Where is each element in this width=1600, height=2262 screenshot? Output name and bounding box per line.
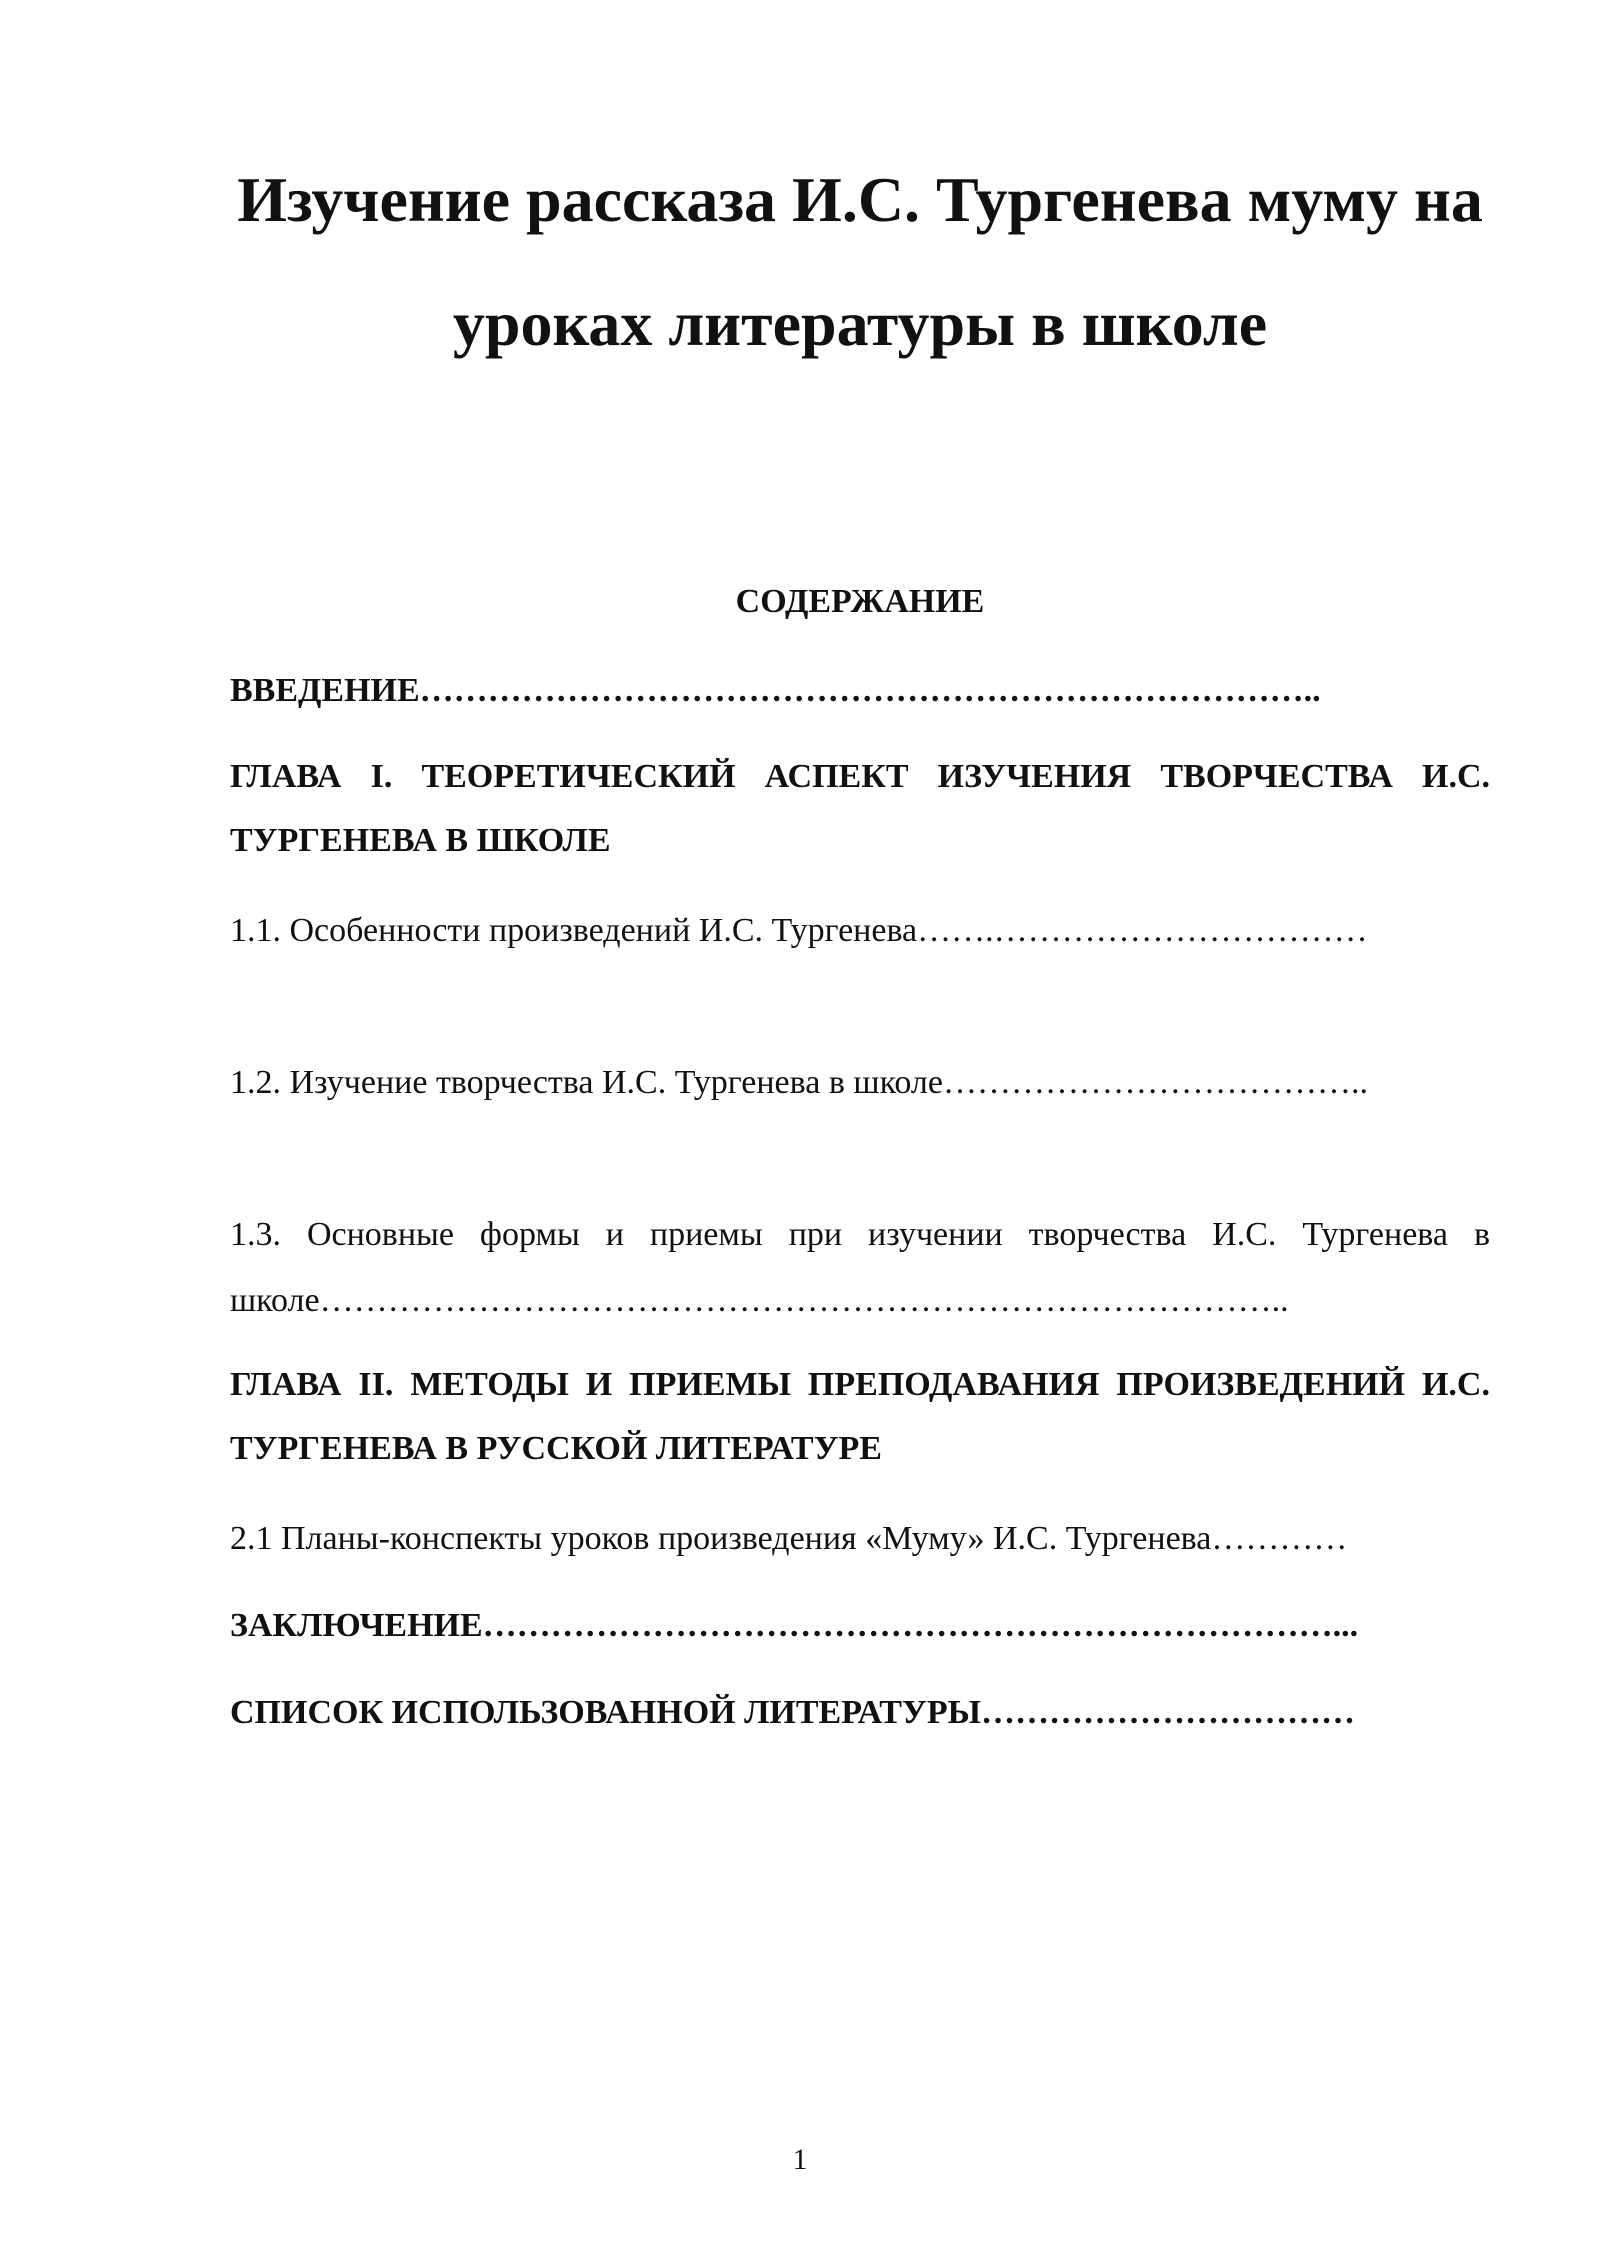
toc-entry-chapter-1: ГЛАВА I. ТЕОРЕТИЧЕСКИЙ АСПЕКТ ИЗУЧЕНИЯ ТВОРЧЕСТВА И.С. ТУРГЕНЕВА В ШКОЛЕ: [230, 758, 1490, 859]
toc-entry-section-1-3: 1.3. Основные формы и приемы при изучении творчества И.С. Тургенева в школе…………………………………………………………………………..: [230, 1216, 1490, 1319]
toc-entry-section-2-1: 2.1 Планы-конспекты уроков произведения «Муму» И.С. Тургенева…………: [230, 1520, 1348, 1557]
toc-heading: СОДЕРЖАНИЕ: [735, 583, 985, 620]
toc-entry-bibliography: СПИСОК ИСПОЛЬЗОВАННОЙ ЛИТЕРАТУРЫ……………………………: [230, 1694, 1355, 1731]
page-number: 1: [792, 2143, 808, 2176]
toc-entry-section-1-1: 1.1. Особенности произведений И.С. Тургенева…….……………………………: [230, 912, 1368, 949]
document-title: Изучение рассказа И.С. Тургенева муму на уроках литературы в школе: [237, 164, 1483, 359]
toc-entry-introduction: ВВЕДЕНИЕ……………………………………………………………………..: [230, 672, 1321, 709]
toc-entry-section-1-2: 1.2. Изучение творчества И.С. Тургенева в школе………………………………..: [230, 1064, 1368, 1101]
toc-entry-chapter-2: ГЛАВА II. МЕТОДЫ И ПРИЕМЫ ПРЕПОДАВАНИЯ ПРОИЗВЕДЕНИЙ И.С. ТУРГЕНЕВА В РУССКОЙ ЛИТЕРАТУРЕ: [230, 1366, 1490, 1467]
toc-entry-conclusion: ЗАКЛЮЧЕНИЕ…………………………………………………………………...: [230, 1607, 1359, 1644]
